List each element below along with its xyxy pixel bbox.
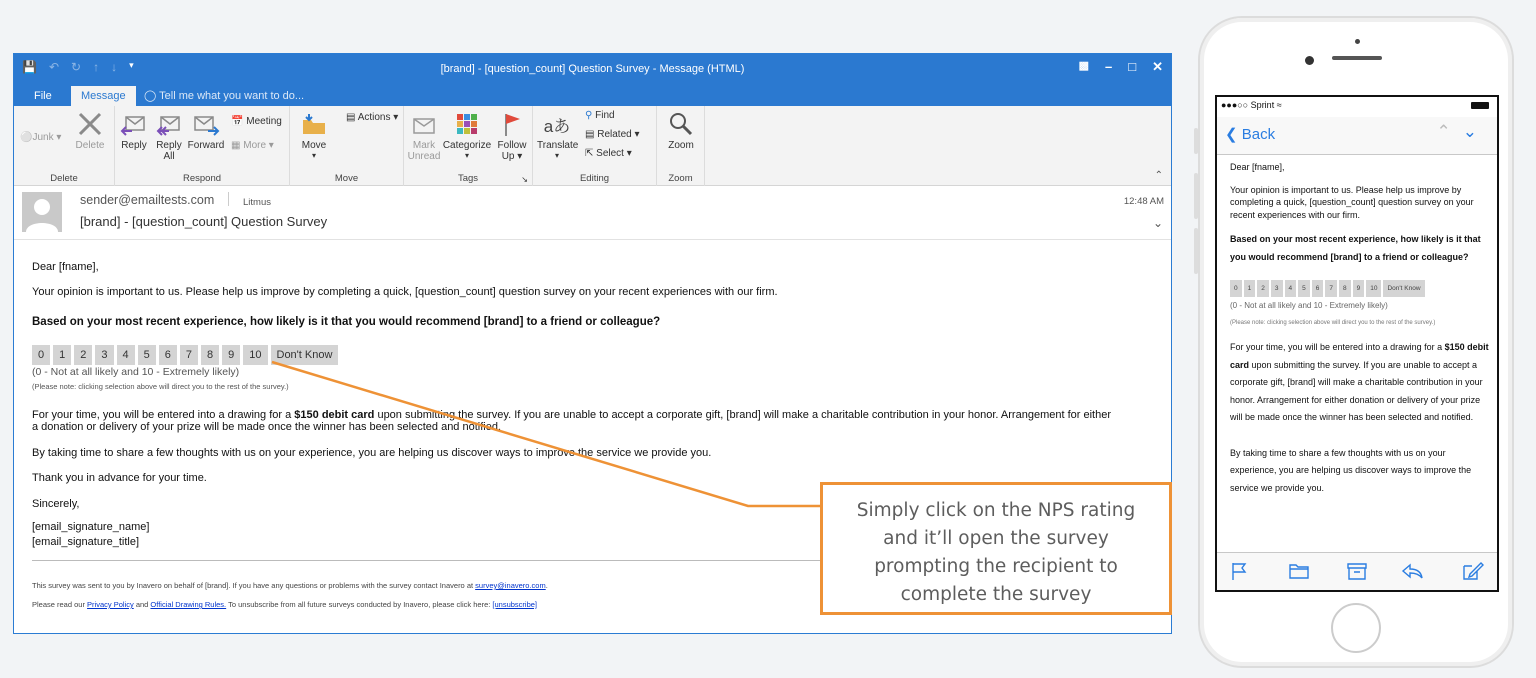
reply-all-label: Reply All bbox=[156, 140, 182, 162]
phone-nps-button[interactable]: 3 bbox=[1271, 280, 1283, 297]
footer-contact: This survey was sent to you by Inavero on behalf of [brand]. If you have any questions or problems with the survey contact Inavero at survey@inavero.com. bbox=[32, 581, 548, 590]
volume-up bbox=[1194, 173, 1198, 219]
redo-icon[interactable]: ↻ bbox=[71, 60, 82, 74]
move-label: Move bbox=[301, 140, 327, 151]
related-label: Related bbox=[597, 129, 632, 140]
battery-icon bbox=[1471, 102, 1489, 109]
chevron-up-icon[interactable]: ⌃ bbox=[1436, 122, 1463, 141]
unsubscribe-link[interactable]: [unsubscribe] bbox=[492, 600, 538, 609]
callout-line: complete the survey bbox=[900, 584, 1092, 605]
wifi-icon: ≈ bbox=[1276, 100, 1282, 110]
sensor-dot bbox=[1355, 39, 1360, 44]
scale-note: (0 - Not at all likely and 10 - Extremely likely) bbox=[32, 366, 240, 378]
reply-label: Reply bbox=[121, 140, 147, 151]
categorize-label: Categorize bbox=[442, 140, 492, 151]
follow-up-label: Follow Up ▾ bbox=[497, 140, 527, 162]
tab-message[interactable]: Message bbox=[71, 86, 136, 106]
actions-icon: ▤ bbox=[346, 112, 356, 123]
categorize-dropdown-icon: ▾ bbox=[464, 151, 469, 160]
actions-label: Actions bbox=[357, 112, 391, 123]
archive-icon[interactable] bbox=[1346, 561, 1368, 581]
forward-label: Forward bbox=[187, 140, 225, 151]
message-subject: [brand] - [question_count] Question Survey bbox=[80, 214, 328, 229]
camera-icon bbox=[1305, 56, 1314, 65]
up-arrow-icon[interactable]: ↑ bbox=[93, 60, 100, 74]
phone-greeting: Dear [fname], bbox=[1230, 162, 1285, 172]
phone-screen bbox=[1215, 95, 1499, 592]
thanks-text: Thank you in advance for your time. bbox=[32, 472, 207, 484]
mail-nav-bar bbox=[1217, 117, 1497, 155]
phone-thoughts-text: By taking time to share a few thoughts with us on your experience, you are helping us discover ways to improve the service we provide you. bbox=[1230, 447, 1472, 493]
zoom-label: Zoom bbox=[668, 140, 694, 151]
callout-line: Simply click on the NPS rating bbox=[856, 500, 1136, 521]
sincerely-text: Sincerely, bbox=[32, 498, 80, 510]
move-dropdown-icon: ▾ bbox=[311, 151, 316, 160]
chevron-left-icon: ❮ bbox=[1225, 126, 1238, 143]
more-button[interactable]: ▦ More ▾ bbox=[231, 140, 274, 151]
callout-line: prompting the recipient to bbox=[874, 556, 1118, 577]
move-group-label: Move bbox=[334, 173, 359, 184]
more-label: More bbox=[243, 140, 267, 151]
drawing-rules-link[interactable]: Official Drawing Rules. bbox=[150, 600, 227, 609]
phone-nps-button[interactable]: 4 bbox=[1285, 280, 1297, 297]
translate-icon: aあ bbox=[543, 116, 571, 136]
phone-question: Based on your most recent experience, how likely is it that you would recommend [brand] to a friend or colleague? bbox=[1230, 234, 1481, 262]
nps-button[interactable]: 5 bbox=[138, 345, 156, 365]
survey-email-link[interactable]: survey@inavero.com bbox=[475, 581, 546, 590]
phone-intro: Your opinion is important to us. Please help us improve by completing a quick, [question_count] question survey on your recent experiences with our firm. bbox=[1230, 184, 1474, 220]
prize-text-line2: a donation or delivery of your prize will be made once the winner has been selected and notified. bbox=[32, 421, 502, 433]
expand-header-icon[interactable]: ⌄ bbox=[1152, 216, 1163, 230]
home-button[interactable] bbox=[1331, 603, 1381, 653]
signature-title: [email_signature_title] bbox=[32, 536, 140, 548]
select-cursor-icon: ⇱ bbox=[585, 148, 594, 159]
iphone-mockup bbox=[1198, 16, 1514, 668]
phone-message-body bbox=[1230, 161, 1492, 507]
phone-nps-button[interactable]: 8 bbox=[1339, 280, 1351, 297]
find-label: Find bbox=[595, 110, 615, 121]
maximize-button[interactable]: □ bbox=[1128, 59, 1137, 74]
delete-label: Delete bbox=[75, 140, 105, 151]
nps-button[interactable]: 6 bbox=[159, 345, 177, 365]
tags-group-label: Tags bbox=[457, 173, 479, 184]
phone-nps-button[interactable]: 6 bbox=[1312, 280, 1324, 297]
nps-button[interactable]: 0 bbox=[32, 345, 50, 365]
down-arrow-icon[interactable]: ↓ bbox=[111, 60, 118, 74]
flag-icon[interactable] bbox=[1229, 561, 1249, 581]
phone-nps-button[interactable]: 2 bbox=[1257, 280, 1269, 297]
translate-label: Translate bbox=[537, 140, 579, 151]
translate-dropdown-icon: ▾ bbox=[554, 151, 559, 160]
phone-nps-button[interactable]: 5 bbox=[1298, 280, 1310, 297]
phone-nps-dont-know-button[interactable]: Don't Know bbox=[1383, 280, 1424, 297]
tell-me-placeholder: Tell me what you want to do... bbox=[159, 90, 305, 102]
nps-button[interactable]: 3 bbox=[95, 345, 113, 365]
greeting: Dear [fname], bbox=[32, 261, 99, 273]
sender-address[interactable]: sender@emailtests.com bbox=[80, 193, 215, 207]
phone-nps-button[interactable]: 10 bbox=[1366, 280, 1381, 297]
junk-button[interactable]: ⚪Junk ▾ bbox=[20, 132, 62, 143]
related-button[interactable]: ▤ Related ▾ bbox=[585, 129, 640, 140]
signature-name: [email_signature_name] bbox=[32, 521, 150, 533]
phone-nps-row bbox=[1230, 280, 1492, 297]
customize-icon[interactable]: ▾ bbox=[129, 60, 134, 70]
editing-group-label: Editing bbox=[579, 173, 610, 184]
phone-click-note: (Please note: clicking selection above will direct you to the rest of the survey.) bbox=[1230, 319, 1436, 326]
litmus-tag: Litmus bbox=[243, 197, 271, 208]
find-icon: ⚲ bbox=[585, 110, 593, 121]
status-bar bbox=[1221, 100, 1282, 110]
phone-nps-button[interactable]: 9 bbox=[1353, 280, 1365, 297]
intro-text: Your opinion is important to us. Please help us improve by completing a quick, [question_count] question survey on your recent experiences with our firm. bbox=[32, 286, 778, 298]
reply-icon[interactable] bbox=[1400, 561, 1424, 581]
junk-icon: ⚪ bbox=[20, 132, 33, 143]
privacy-policy-link[interactable]: Privacy Policy bbox=[87, 600, 134, 609]
phone-nps-button[interactable]: 7 bbox=[1325, 280, 1337, 297]
nps-button[interactable]: 7 bbox=[180, 345, 198, 365]
nps-button[interactable]: 1 bbox=[53, 345, 71, 365]
mark-unread-label: Mark Unread bbox=[407, 140, 441, 162]
volume-down bbox=[1194, 228, 1198, 274]
speaker-grille bbox=[1332, 56, 1382, 60]
callout-line: and it’ll open the survey bbox=[883, 528, 1109, 549]
mail-toolbar bbox=[1217, 552, 1497, 590]
back-label: Back bbox=[1241, 126, 1276, 143]
click-note: (Please note: clicking selection above will direct you to the rest of the survey.) bbox=[32, 382, 289, 391]
meeting-label: Meeting bbox=[246, 116, 282, 127]
nps-button[interactable]: 8 bbox=[201, 345, 219, 365]
chevron-down-icon[interactable]: ⌄ bbox=[1462, 122, 1489, 141]
close-button[interactable]: ✕ bbox=[1152, 59, 1163, 74]
more-icon: ▦ bbox=[231, 140, 241, 151]
phone-prize-text: For your time, you will be entered into a drawing for a $150 debit card upon submitting the survey. If you are unable to accept a corporate gift, [brand] will make a charitable contribution in your honor. Arrangement for either donation or delivery of your prize will be made once the winner has been selected and notified. bbox=[1230, 342, 1489, 422]
ribbon-display-icon[interactable]: ▩ bbox=[1078, 60, 1089, 72]
callout-box bbox=[820, 482, 1172, 615]
collapse-ribbon-icon[interactable]: ⌃ bbox=[1154, 170, 1163, 181]
undo-icon[interactable]: ↶ bbox=[48, 60, 60, 74]
save-icon[interactable]: 💾 bbox=[22, 60, 37, 74]
nps-button[interactable]: 2 bbox=[74, 345, 92, 365]
meeting-icon: 📅 bbox=[231, 116, 244, 127]
mute-switch bbox=[1194, 128, 1198, 154]
prize-text: For your time, you will be entered into a drawing for a $150 debit card upon submitting the survey. If you are unable to accept a corporate gift, [brand] will make a charitable contribution in your honor. Arrangement for either bbox=[32, 409, 1111, 421]
footer-legal: Please read our Privacy Policy and Official Drawing Rules. To unsubscribe from all future surveys conducted by Inavero, please click here: [unsubscribe] bbox=[32, 600, 538, 609]
message-nav-arrows bbox=[1437, 122, 1490, 142]
tags-launcher-icon[interactable]: ↘ bbox=[521, 175, 528, 184]
phone-scale-note: (0 - Not at all likely and 10 - Extremely likely) bbox=[1230, 301, 1388, 310]
select-label: Select bbox=[596, 148, 624, 159]
related-icon: ▤ bbox=[585, 129, 595, 140]
respond-group-label: Respond bbox=[182, 173, 222, 184]
delete-group-label: Delete bbox=[50, 173, 78, 184]
actions-button[interactable]: ▤ Actions ▾ bbox=[346, 112, 399, 123]
nps-question: Based on your most recent experience, how likely is it that you would recommend [brand] to a friend or colleague? bbox=[32, 316, 661, 328]
thoughts-text: By taking time to share a few thoughts with us on your experience, you are helping us discover ways to improve the service we provide you. bbox=[32, 447, 712, 459]
phone-nps-button[interactable]: 0 bbox=[1230, 280, 1242, 297]
phone-nps-button[interactable]: 1 bbox=[1244, 280, 1256, 297]
nps-button[interactable]: 4 bbox=[117, 345, 135, 365]
compose-icon[interactable] bbox=[1462, 561, 1484, 581]
carrier-label: ●●●○○ Sprint bbox=[1221, 100, 1275, 110]
lightbulb-icon: ◯ bbox=[144, 90, 157, 102]
tab-file[interactable]: File bbox=[34, 90, 52, 102]
nps-button[interactable]: 9 bbox=[222, 345, 240, 365]
folder-icon[interactable] bbox=[1288, 561, 1310, 581]
zoom-group-label: Zoom bbox=[668, 173, 693, 184]
message-time: 12:48 AM bbox=[1123, 196, 1164, 207]
junk-label: Junk bbox=[32, 132, 54, 143]
back-button[interactable] bbox=[1225, 125, 1275, 143]
select-button[interactable]: ⇱ Select ▾ bbox=[585, 148, 632, 159]
nps-dont-know-button[interactable]: Don't Know bbox=[271, 345, 339, 365]
window-title: [brand] - [question_count] Question Survey - Message (HTML) bbox=[440, 63, 745, 75]
nps-button[interactable]: 10 bbox=[243, 345, 267, 365]
minimize-button[interactable]: – bbox=[1105, 59, 1113, 74]
